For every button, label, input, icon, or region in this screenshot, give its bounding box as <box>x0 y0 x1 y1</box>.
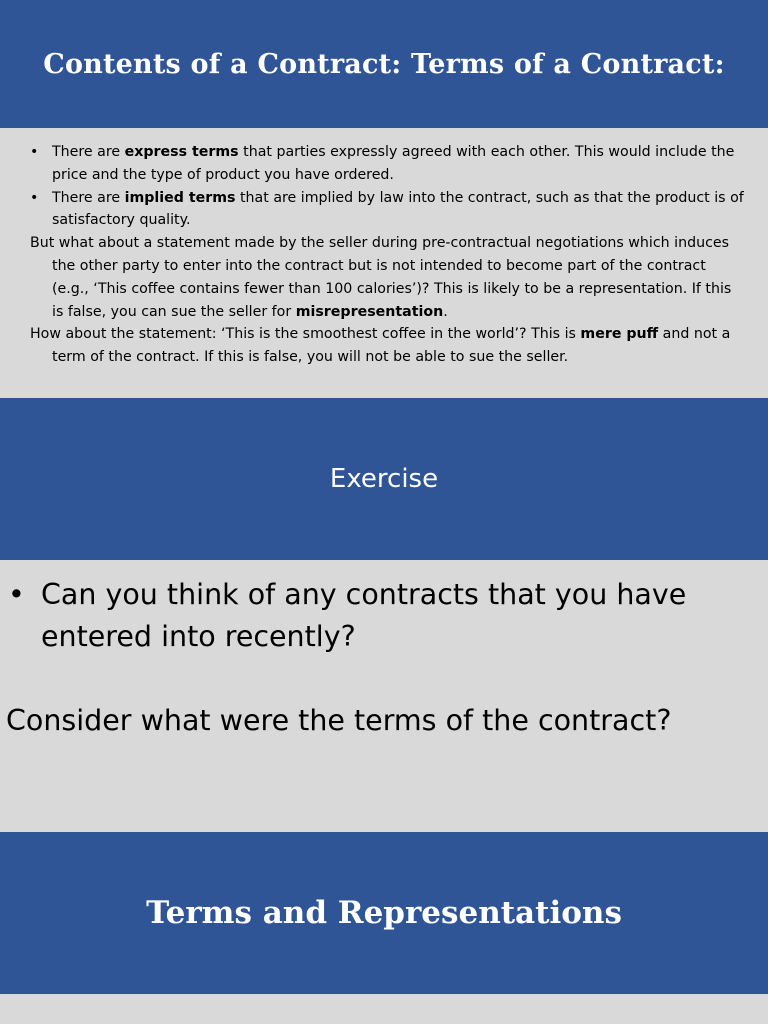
terms-bullet-list <box>0 128 768 232</box>
terms-representations-title: Terms and Representations <box>146 895 622 931</box>
misrepresentation-paragraph <box>0 232 768 323</box>
text: and not a term of the contract. If this is false, you will not be able to sue the seller. <box>52 326 731 366</box>
list-item-exercise-question <box>8 574 728 658</box>
exercise-title-band <box>0 398 768 560</box>
text: that parties expressly agreed with each other. This would include the price and the type of product you have ordered. <box>52 144 735 183</box>
bullet-icon: • <box>30 189 39 206</box>
bold-term: misrepresentation <box>295 303 444 320</box>
bold-term: mere puff <box>580 326 659 343</box>
bold-term: express terms <box>124 144 239 160</box>
paragraph-line <box>30 232 746 323</box>
text: Can you think of any contracts that you have entered into recently? <box>41 578 687 653</box>
consider-question: Consider what were the terms of the contract? <box>6 704 672 737</box>
exercise-bullet-list <box>0 562 768 658</box>
bullet-icon: • <box>8 578 25 611</box>
exercise-body <box>0 562 768 832</box>
terms-representations-title-band <box>0 832 768 994</box>
text: There are <box>52 144 125 160</box>
text: There are <box>52 189 125 206</box>
mere-puff-paragraph <box>0 323 768 369</box>
text: How about the statement: ‘This is the smoothest coffee in the world’? This is <box>30 326 581 343</box>
exercise-title: Exercise <box>329 464 439 494</box>
text: But what about a statement made by the seller during pre-contractual negotiations which induces the other party to enter into the contract but is not intended to become part of the contract (e.g., ‘This coffee contains fewer than 100 calories’)? This is likely to be a representation. If this is false, you can sue the seller for <box>30 235 732 320</box>
bullet-icon: • <box>30 144 39 160</box>
text: that are implied by law into the contract, such as that the product is of satisfactory quality. <box>52 189 744 229</box>
bold-term: implied terms <box>124 189 236 206</box>
list-item-express-terms <box>30 141 746 187</box>
paragraph-line <box>30 323 746 369</box>
slide-title-band <box>0 0 768 128</box>
slide-body <box>0 128 768 398</box>
slide-title: Contents of a Contract: Terms of a Contract: <box>43 48 725 80</box>
list-item-implied-terms <box>30 187 746 233</box>
text: . <box>443 303 448 320</box>
